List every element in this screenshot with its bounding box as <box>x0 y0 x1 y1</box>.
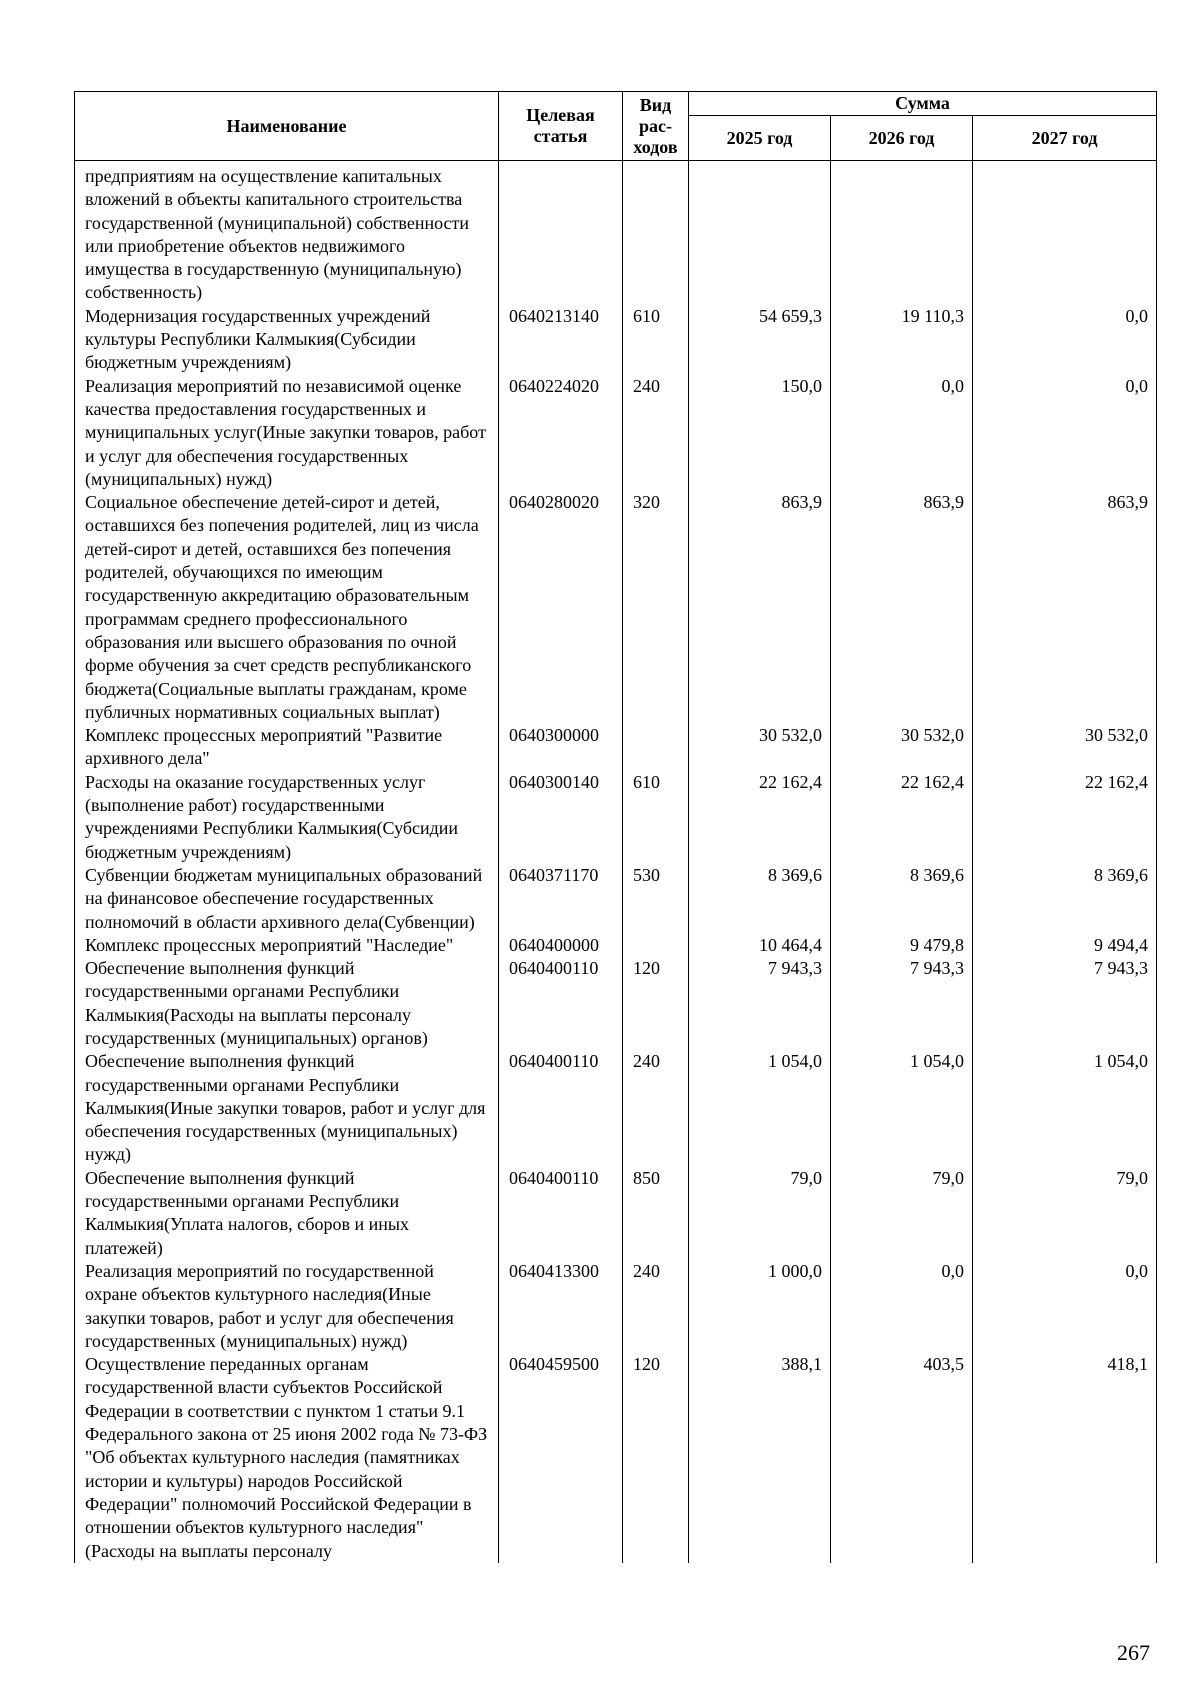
row-kind-cell: 610 <box>623 305 689 375</box>
row-code-cell: 0640213140 <box>499 305 623 375</box>
row-sum-2026-cell: 863,9 <box>831 491 973 724</box>
row-kind-cell: 240 <box>623 1260 689 1353</box>
row-sum-2027-cell: 1 054,0 <box>973 1050 1157 1166</box>
row-code-cell: 0640413300 <box>499 1260 623 1353</box>
row-sum-2025-cell: 1 054,0 <box>689 1050 831 1166</box>
row-sum-2025-cell: 863,9 <box>689 491 831 724</box>
row-sum-2025-cell: 8 369,6 <box>689 864 831 934</box>
row-sum-2027-cell: 79,0 <box>973 1167 1157 1260</box>
row-sum-2025-cell: 30 532,0 <box>689 724 831 771</box>
row-sum-2026-cell: 0,0 <box>831 375 973 491</box>
row-kind-cell: 530 <box>623 864 689 934</box>
row-code-cell: 0640459500 <box>499 1353 623 1563</box>
row-sum-2026-cell: 79,0 <box>831 1167 973 1260</box>
row-name-cell: Реализация мероприятий по независимой оценке качества предоставления государственных и муниципальных услуг(Иные закупки товаров, работ и услуг для обеспечения государственных (муниципальных) нужд) <box>75 375 499 491</box>
row-name-cell: Обеспечение выполнения функций государственными органами Республики Калмыкия(Иные закупки товаров, работ и услуг для обеспечения государственных (муниципальных) нужд) <box>75 1050 499 1166</box>
row-kind-cell <box>623 934 689 957</box>
header-name: Наименование <box>75 92 499 161</box>
table-row <box>75 305 1157 375</box>
row-code-cell: 0640300000 <box>499 724 623 771</box>
table-body <box>75 161 1157 1563</box>
row-code-cell: 0640280020 <box>499 491 623 724</box>
row-sum-2026-cell: 8 369,6 <box>831 864 973 934</box>
row-sum-2025-cell: 150,0 <box>689 375 831 491</box>
header-year-2026: 2026 год <box>831 116 973 161</box>
row-name-cell: Комплекс процессных мероприятий "Наследие" <box>75 934 499 957</box>
row-sum-2025-cell: 54 659,3 <box>689 305 831 375</box>
row-sum-2027-cell: 0,0 <box>973 375 1157 491</box>
table-row <box>75 1260 1157 1353</box>
row-sum-2025-cell: 1 000,0 <box>689 1260 831 1353</box>
header-code: Целевая статья <box>499 92 623 161</box>
table-row <box>75 934 1157 957</box>
row-sum-2025-cell: 7 943,3 <box>689 957 831 1050</box>
row-sum-2027-cell: 7 943,3 <box>973 957 1157 1050</box>
row-name-cell: Обеспечение выполнения функций государственными органами Республики Калмыкия(Расходы на выплаты персоналу государственных (муниципальных) органов) <box>75 957 499 1050</box>
row-sum-2026-cell: 22 162,4 <box>831 771 973 864</box>
row-sum-2026-cell: 30 532,0 <box>831 724 973 771</box>
table-row <box>75 1167 1157 1260</box>
budget-table <box>74 91 1157 1563</box>
row-code-cell: 0640224020 <box>499 375 623 491</box>
row-code-cell: 0640400000 <box>499 934 623 957</box>
row-sum-2027-cell: 22 162,4 <box>973 771 1157 864</box>
row-name-cell: предприятиям на осуществление капитальных вложений в объекты капитального строительства государственной (муниципальной) собственности или приобретение объектов недвижимого имущества в государственную (муниципальную) собственность) <box>75 161 499 305</box>
row-sum-2026-cell: 9 479,8 <box>831 934 973 957</box>
header-sum: Сумма <box>689 92 1157 116</box>
row-sum-2026-cell: 0,0 <box>831 1260 973 1353</box>
table-row <box>75 375 1157 491</box>
budget-document <box>74 91 1156 1563</box>
row-name-cell: Комплекс процессных мероприятий "Развитие архивного дела" <box>75 724 499 771</box>
row-code-cell <box>499 161 623 305</box>
row-code-cell: 0640300140 <box>499 771 623 864</box>
row-sum-2027-cell: 418,1 <box>973 1353 1157 1563</box>
row-code-cell: 0640400110 <box>499 1050 623 1166</box>
row-sum-2027-cell: 0,0 <box>973 1260 1157 1353</box>
table-row <box>75 1353 1157 1563</box>
header-year-2027: 2027 год <box>973 116 1157 161</box>
header-year-2025: 2025 год <box>689 116 831 161</box>
row-sum-2027-cell: 30 532,0 <box>973 724 1157 771</box>
row-name-cell: Субвенции бюджетам муниципальных образований на финансовое обеспечение государственных полномочий в области архивного дела(Субвенции) <box>75 864 499 934</box>
table-row <box>75 161 1157 305</box>
row-code-cell: 0640400110 <box>499 957 623 1050</box>
row-sum-2027-cell: 863,9 <box>973 491 1157 724</box>
table-row <box>75 491 1157 724</box>
row-sum-2026-cell: 1 054,0 <box>831 1050 973 1166</box>
row-kind-cell: 240 <box>623 1050 689 1166</box>
table-row <box>75 1050 1157 1166</box>
row-sum-2026-cell: 403,5 <box>831 1353 973 1563</box>
row-kind-cell: 610 <box>623 771 689 864</box>
row-sum-2027-cell: 8 369,6 <box>973 864 1157 934</box>
row-sum-2026-cell: 19 110,3 <box>831 305 973 375</box>
row-code-cell: 0640371170 <box>499 864 623 934</box>
row-code-cell: 0640400110 <box>499 1167 623 1260</box>
table-row <box>75 724 1157 771</box>
row-sum-2027-cell: 0,0 <box>973 305 1157 375</box>
table-header <box>75 92 1157 161</box>
row-name-cell: Расходы на оказание государственных услуг (выполнение работ) государственными учреждениями Республики Калмыкия(Субсидии бюджетным учреждениям) <box>75 771 499 864</box>
row-name-cell: Осуществление переданных органам государственной власти субъектов Российской Федерации в соответствии с пунктом 1 статьи 9.1 Федерального закона от 25 июня 2002 года № 73-ФЗ "Об объектах культурного наследия (памятниках истории и культуры) народов Российской Федерации" полномочий Российской Федерации в отношении объектов культурного наследия"(Расходы на выплаты персоналу <box>75 1353 499 1563</box>
page-number: 267 <box>1117 1640 1150 1665</box>
table-row <box>75 957 1157 1050</box>
row-kind-cell: 120 <box>623 957 689 1050</box>
row-sum-2027-cell <box>973 161 1157 305</box>
row-sum-2025-cell: 22 162,4 <box>689 771 831 864</box>
row-kind-cell: 850 <box>623 1167 689 1260</box>
row-sum-2025-cell: 79,0 <box>689 1167 831 1260</box>
row-sum-2025-cell: 10 464,4 <box>689 934 831 957</box>
row-name-cell: Модернизация государственных учреждений культуры Республики Калмыкия(Субсидии бюджетным учреждениям) <box>75 305 499 375</box>
row-sum-2025-cell <box>689 161 831 305</box>
row-sum-2025-cell: 388,1 <box>689 1353 831 1563</box>
row-kind-cell: 120 <box>623 1353 689 1563</box>
row-name-cell: Реализация мероприятий по государственной охране объектов культурного наследия(Иные закупки товаров, работ и услуг для обеспечения государственных (муниципальных) нужд) <box>75 1260 499 1353</box>
row-name-cell: Обеспечение выполнения функций государственными органами Республики Калмыкия(Уплата налогов, сборов и иных платежей) <box>75 1167 499 1260</box>
table-row <box>75 864 1157 934</box>
row-sum-2027-cell: 9 494,4 <box>973 934 1157 957</box>
row-kind-cell <box>623 724 689 771</box>
row-kind-cell <box>623 161 689 305</box>
row-sum-2026-cell: 7 943,3 <box>831 957 973 1050</box>
row-name-cell: Социальное обеспечение детей-сирот и детей, оставшихся без попечения родителей, лиц из числа детей-сирот и детей, оставшихся без попечения родителей, обучающихся по имеющим государственную аккредитацию образовательным программам среднего профессионального образования или высшего образования по очной форме обучения за счет средств республиканского бюджета(Социальные выплаты гражданам, кроме публичных нормативных социальных выплат) <box>75 491 499 724</box>
row-sum-2026-cell <box>831 161 973 305</box>
table-row <box>75 771 1157 864</box>
row-kind-cell: 240 <box>623 375 689 491</box>
header-kind: Вид рас-ходов <box>623 92 689 161</box>
row-kind-cell: 320 <box>623 491 689 724</box>
